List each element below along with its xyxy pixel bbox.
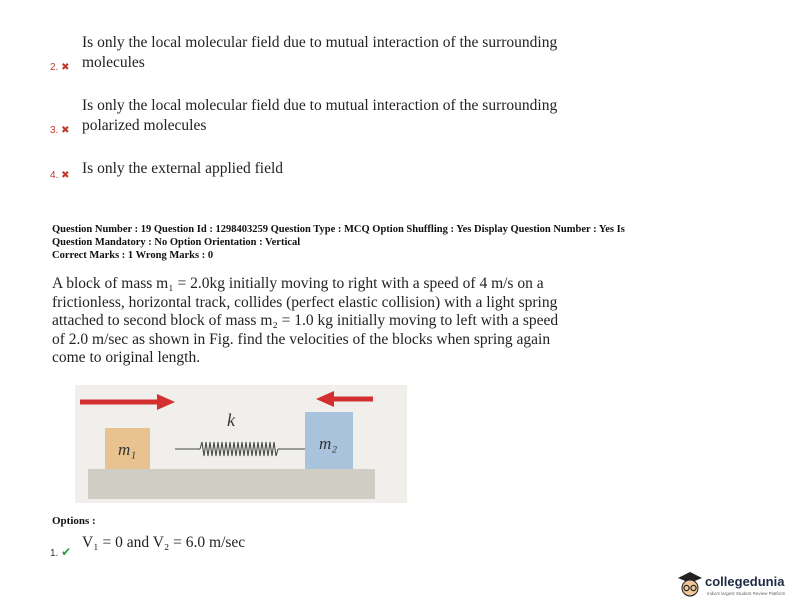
meta-line-1: Question Number : 19 Question Id : 1298403259 Question Type : MCQ Option Shuffling : Yes Display Question Number : Yes Is [52, 224, 625, 235]
question-text: A block of mass m₁ = 2.0kg initially moving to right with a speed of 4 m/s on a frictionless, horizontal track, collides (perfect elastic collision) with a light spring attached to second block of mass m₂ = 1.0 kg initially moving to left with a speed of 2.0 m/sec as shown in Fig. find the velocities of the blocks when spring again come to original length. [52, 275, 559, 366]
meta-line-3: Correct Marks : 1 Wrong Marks : 0 [52, 250, 214, 261]
meta-line-2: Question Mandatory : No Option Orientation : Vertical [52, 237, 301, 248]
option-number: 1. [50, 548, 59, 559]
brand-name: collegedunia [705, 574, 785, 589]
option-number: 4. [50, 170, 59, 181]
check-mark-icon: ✔ [61, 545, 72, 559]
graduate-avatar-icon [676, 570, 704, 602]
brand-tagline: India's largest Student Review Platform [707, 591, 786, 596]
block-m1-label: m₁ [118, 440, 137, 459]
wrong-mark-icon: ✖ [61, 125, 70, 136]
option-1-text: V₁ = 0 and V₂ = 6.0 m/sec [82, 534, 246, 551]
option-number: 3. [50, 125, 59, 136]
option-4-text: Is only the external applied field [82, 160, 284, 177]
spring-label: k [227, 410, 235, 430]
options-label: Options : [52, 515, 96, 527]
figure-svg [75, 385, 407, 503]
option-3-text: Is only the local molecular field due to mutual interaction of the surrounding polarized molecules [82, 97, 558, 134]
collegedunia-logo [676, 568, 786, 604]
option-2-text: Is only the local molecular field due to mutual interaction of the surrounding molecules [82, 34, 558, 71]
spring-icon [175, 442, 305, 456]
right-arrow-icon [80, 394, 175, 410]
option-number: 2. [50, 62, 59, 73]
left-arrow-icon [316, 391, 373, 407]
track [88, 469, 375, 499]
block-m2-label: m₂ [319, 434, 338, 453]
wrong-mark-icon: ✖ [61, 170, 70, 181]
wrong-mark-icon: ✖ [61, 62, 70, 73]
collision-figure [75, 385, 407, 503]
question-meta [52, 223, 732, 262]
